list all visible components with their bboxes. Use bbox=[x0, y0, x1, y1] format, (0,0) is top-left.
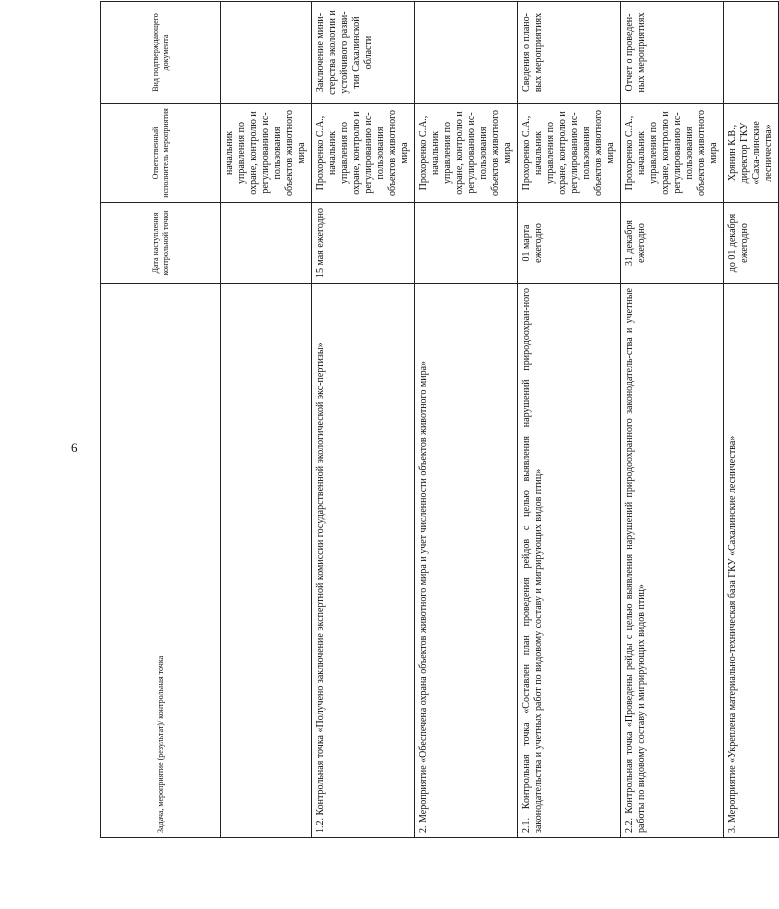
table-header-row bbox=[101, 2, 221, 838]
row-task: 3. Мероприятие «Укреплена материально-техническая база ГКУ «Сахалинские лесничества» bbox=[724, 284, 779, 838]
table-row bbox=[621, 2, 724, 838]
row-responsible: Прохоренко С.А., начальник управления по охране, контролю и регулированию ис-пользования объектов животного мира bbox=[415, 104, 518, 203]
row-document: Отчет о проведен-ных мероприятиях bbox=[621, 2, 724, 104]
table-row bbox=[518, 2, 621, 838]
plan-table bbox=[100, 1, 779, 838]
row-responsible: Прохоренко С.А., начальник управления по охране, контролю и регулированию ис-пользования объектов животного мира bbox=[312, 104, 415, 203]
row-date bbox=[221, 203, 312, 284]
table-row bbox=[312, 2, 415, 838]
header-task: Задача, мероприятие (результат)/ контрольная точка bbox=[101, 284, 221, 838]
row-responsible: Прохоренко С.А., начальник управления по охране, контролю и регулированию ис-пользования объектов животного мира bbox=[621, 104, 724, 203]
row-task: 1.2. Контрольная точка «Получено заключение экспертной комиссии государственной экологической экс-пертизы» bbox=[312, 284, 415, 838]
header-document: Вид подтверждающего документа bbox=[101, 2, 221, 104]
row-task bbox=[221, 284, 312, 838]
row-task: 2.1. Контрольная точка «Составлен план проведения рейдов с целью выявления нарушений природоохран-ного законодательства и учетных работ по видовому составу и мигрирующих видов птиц» bbox=[518, 284, 621, 838]
row-document: Сведения о плано-вых мероприятиях bbox=[518, 2, 621, 104]
row-date: до 01 декабря ежегодно bbox=[724, 203, 779, 284]
row-responsible: Прохоренко С.А., начальник управления по охране, контролю и регулированию ис-пользования объектов животного мира bbox=[518, 104, 621, 203]
rotated-table-container bbox=[100, 10, 774, 838]
row-date bbox=[415, 203, 518, 284]
page-number: 6 bbox=[71, 440, 78, 455]
header-date: Дата наступления контрольной точки bbox=[101, 203, 221, 284]
row-task: 2. Мероприятие «Обеспечена охрана объектов животного мира и учет численности объектов животного мира» bbox=[415, 284, 518, 838]
row-document bbox=[415, 2, 518, 104]
row-document bbox=[221, 2, 312, 104]
row-document bbox=[724, 2, 779, 104]
row-document: Заключение мини-стерства экологии и устойчивого разви-тия Сахалинской области bbox=[312, 2, 415, 104]
row-responsible: Хрянин К.В., директор ГКУ «Саха-линские лесничества» bbox=[724, 104, 779, 203]
table-row bbox=[221, 2, 312, 838]
row-date: 01 марта ежегодно bbox=[518, 203, 621, 284]
table-row bbox=[724, 2, 779, 838]
row-responsible: начальник управления по охране, контролю и регулированию ис-пользования объектов животного мира bbox=[221, 104, 312, 203]
row-task: 2.2. Контрольная точка «Проведены рейды с целью выявления нарушений природоохранного законодатель-ства и учетные работы по видовому составу и мигрирующих видов птиц» bbox=[621, 284, 724, 838]
table-row bbox=[415, 2, 518, 838]
row-date: 15 мая ежегодно bbox=[312, 203, 415, 284]
header-responsible: Ответственный исполнитель мероприятия bbox=[101, 104, 221, 203]
row-date: 31 декабря ежегодно bbox=[621, 203, 724, 284]
